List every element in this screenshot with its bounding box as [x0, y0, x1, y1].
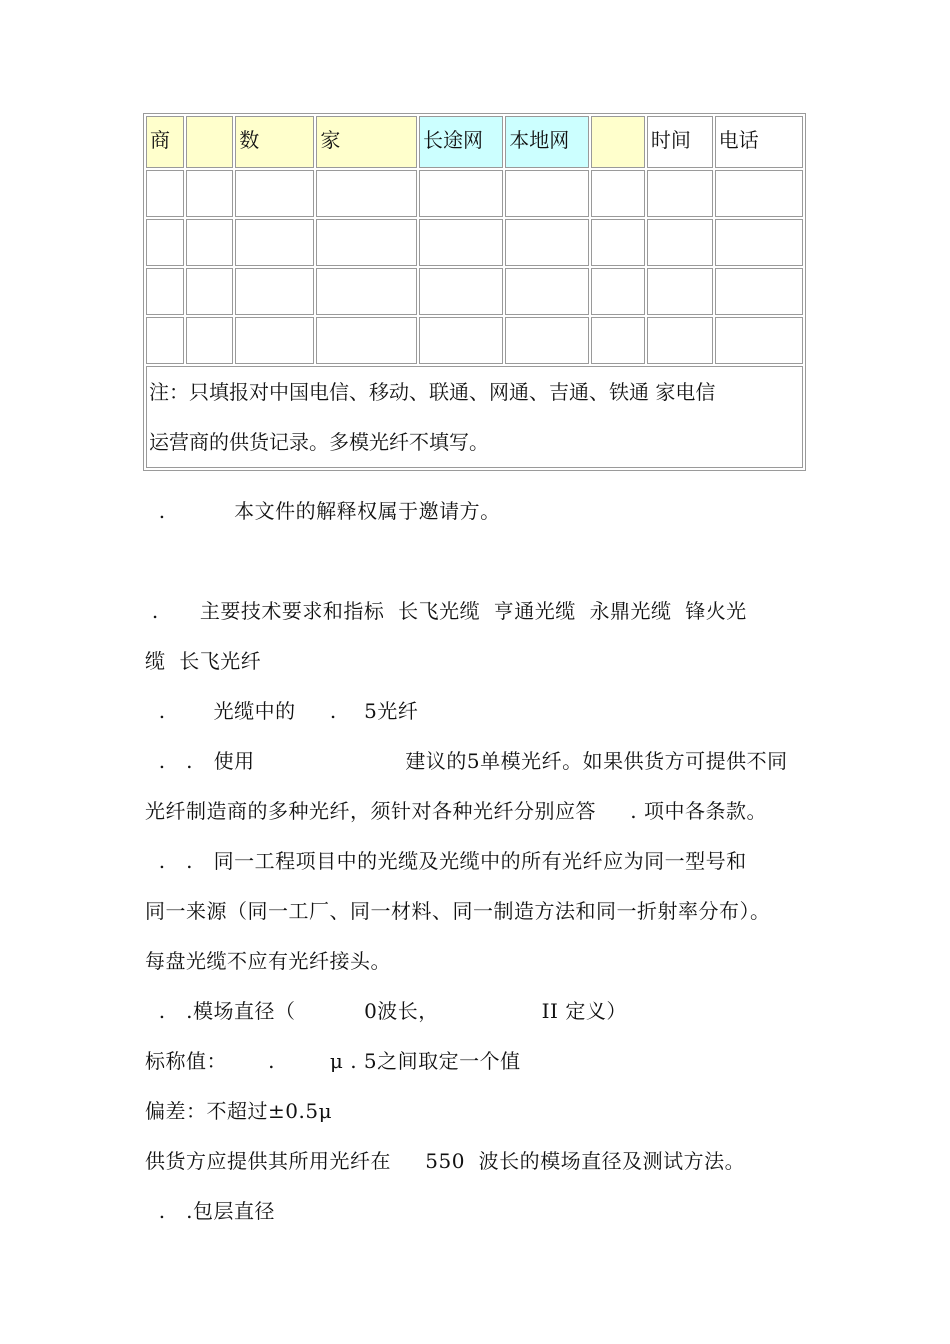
table-cell — [186, 268, 233, 315]
subsection-fiber-in-cable: . 光缆中的 . 5光纤 — [145, 699, 419, 723]
tolerance: 偏差：不超过±0.5μ — [145, 1099, 333, 1123]
section-heading-technical-requirements: . 主要技术要求和指标 长飞光缆 亨通光缆 永鼎光缆 锋火光 — [145, 599, 747, 623]
table-note — [146, 366, 803, 468]
header-cell-company: 家 — [316, 116, 417, 168]
table-cell — [715, 268, 803, 315]
paragraph-single-mode-fiber-cont: 光纤制造商的多种光纤，须针对各种光纤分别应答 . 项中各条款。 — [145, 799, 768, 823]
header-cell-quantity: 数 — [235, 116, 314, 168]
table-cell — [235, 317, 314, 364]
paragraph-no-splice: 每盘光缆不应有光纤接头。 — [145, 949, 391, 973]
table-cell — [647, 219, 713, 266]
table-cell — [505, 268, 589, 315]
section-heading-continued: 缆 长飞光纤 — [145, 649, 262, 673]
paragraph-single-mode-fiber: . . 使用 建议的5单模光纤。如果供货方可提供不同 — [145, 749, 788, 773]
table-cell — [186, 317, 233, 364]
table-note-row — [146, 366, 803, 468]
subsection-cladding-diameter: . .包层直径 — [145, 1199, 276, 1223]
table-cell — [591, 268, 644, 315]
table-cell — [419, 219, 503, 266]
subsection-mode-field-diameter: . .模场直径（ 0波长， II 定义） — [145, 999, 627, 1023]
table-cell — [647, 317, 713, 364]
table-cell — [235, 219, 314, 266]
paragraph-same-source: . . 同一工程项目中的光缆及光缆中的所有光纤应为同一型号和 — [145, 849, 747, 873]
supply-record-table — [143, 113, 806, 471]
table-note-line-2: 运营商的供货记录。多模光纤不填写。 — [149, 430, 489, 454]
table-note-line-1: 注：只填报对中国电信、移动、联通、网通、吉通、铁通 家电信 — [149, 380, 716, 404]
table-cell — [316, 317, 417, 364]
table-cell — [505, 170, 589, 217]
paragraph-test-method: 供货方应提供其所用光纤在 550 波长的模场直径及测试方法。 — [145, 1149, 746, 1173]
table-cell — [647, 170, 713, 217]
table-cell — [146, 317, 184, 364]
header-cell-blank-1 — [186, 116, 233, 168]
table-cell — [419, 317, 503, 364]
table-cell — [235, 268, 314, 315]
table-cell — [146, 170, 184, 217]
table-cell — [591, 170, 644, 217]
table-cell — [715, 317, 803, 364]
interpretation-clause: . 本文件的解释权属于邀请方。 — [145, 499, 501, 523]
header-cell-local-network: 本地网 — [505, 116, 589, 168]
table-cell — [146, 268, 184, 315]
table-row — [146, 219, 803, 266]
table-cell — [505, 317, 589, 364]
table-row — [146, 170, 803, 217]
table-cell — [647, 268, 713, 315]
table-cell — [316, 219, 417, 266]
paragraph-same-source-cont: 同一来源（同一工厂、同一材料、同一制造方法和同一折射率分布）。 — [145, 899, 771, 923]
table-cell — [419, 268, 503, 315]
table-cell — [419, 170, 503, 217]
table-cell — [235, 170, 314, 217]
nominal-value: 标称值： . μ . 5之间取定一个值 — [145, 1049, 521, 1073]
header-cell-phone: 电话 — [715, 116, 803, 168]
table-cell — [591, 317, 644, 364]
table-cell — [316, 170, 417, 217]
table-cell — [715, 219, 803, 266]
table-cell — [316, 268, 417, 315]
table-cell — [146, 219, 184, 266]
table-cell — [591, 219, 644, 266]
table-cell — [186, 219, 233, 266]
table-cell — [186, 170, 233, 217]
header-cell-blank-2 — [591, 116, 644, 168]
header-cell-time: 时间 — [647, 116, 713, 168]
table-row — [146, 268, 803, 315]
table-row — [146, 317, 803, 364]
header-cell-long-distance: 长途网 — [419, 116, 503, 168]
table-cell — [505, 219, 589, 266]
header-cell-vendor: 商 — [146, 116, 184, 168]
table-cell — [715, 170, 803, 217]
table-header-row — [146, 116, 803, 168]
